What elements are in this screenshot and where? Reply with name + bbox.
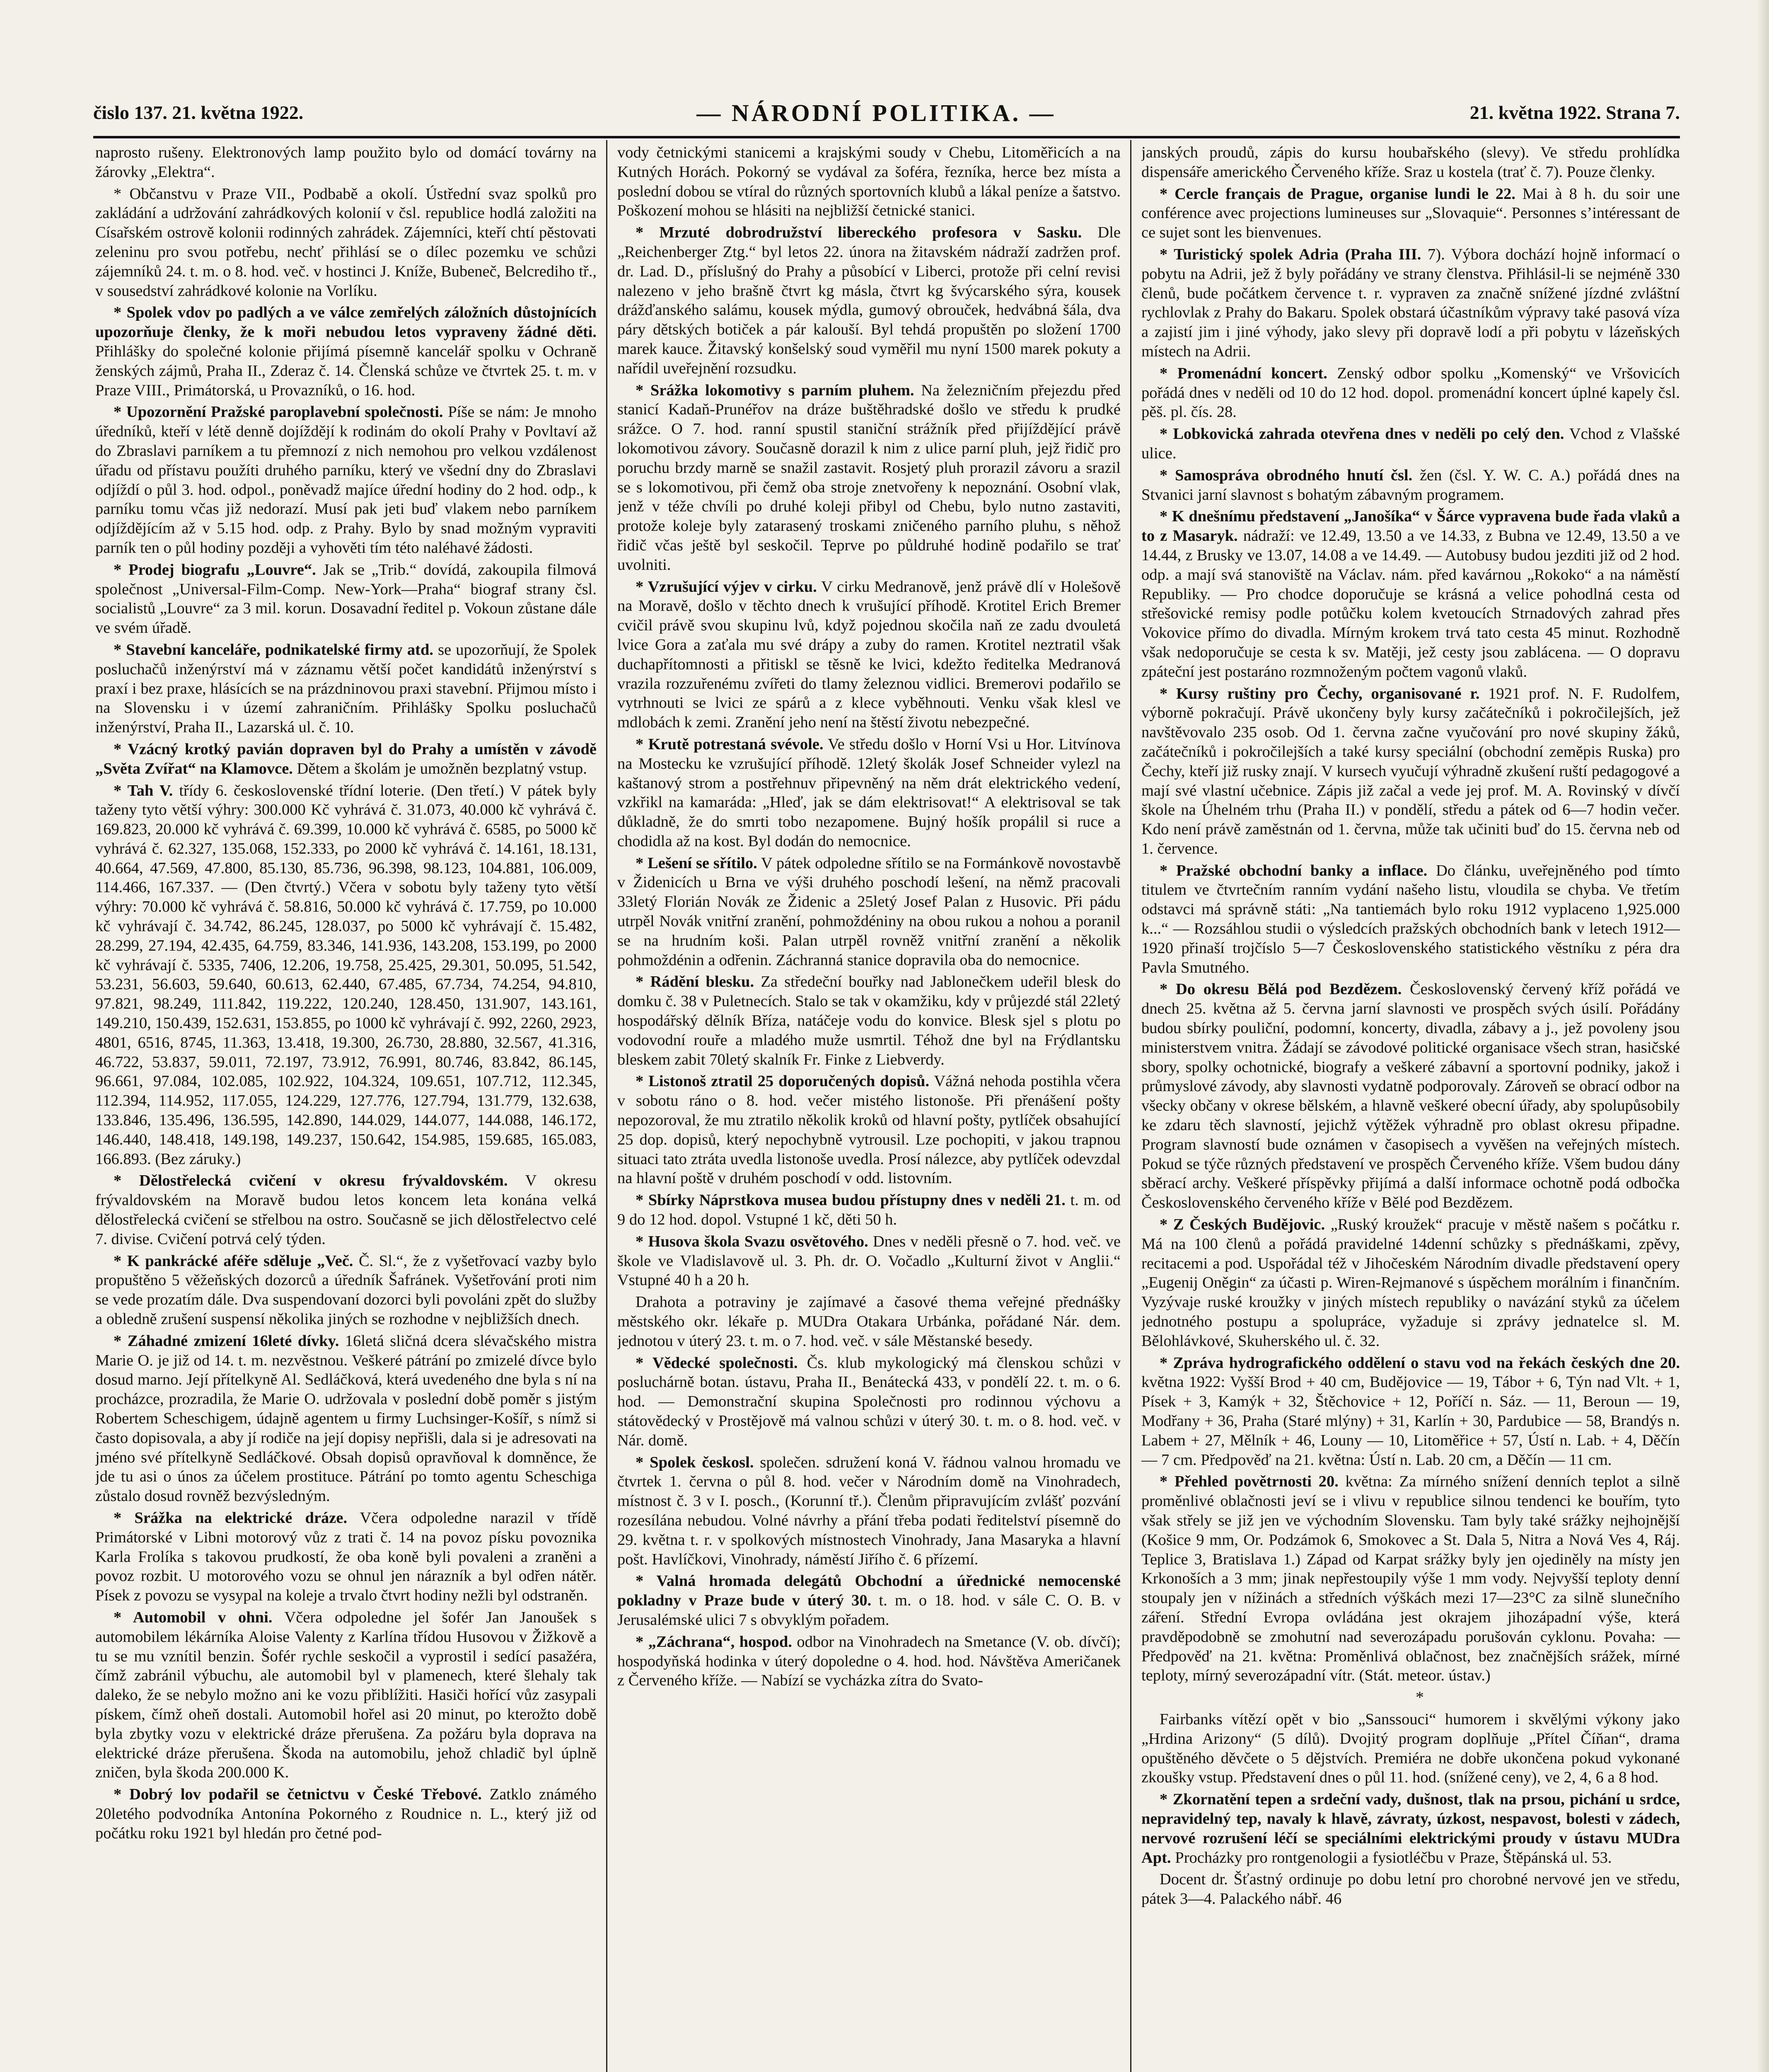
header-rule [93,136,1680,138]
article-paragraph: vody četnickými stanicemi a krajskými soudy v Chebu, Litoměřicích a na Kutných Horách. Pokorný se vydával za šoféra, řezníka, herce bez místa a poslední dobou se vtíral do různých sportovních klubů a lákal peníze a šatstvo. Poškození mohou se hlásiti na nejbližší četnické stanici. [617,144,1121,220]
article-paragraph: * Srážka lokomotivy s parním pluhem. Na železničním přejezdu před stanicí Kadaň-Prunéřov na dráze buštěhradské došlo ve středu k prudké srážce. O 7. hod. ranní spustil staniční strážník před přijíždějící právě lokomotivou závory. Současně dorazil k nim z ulice parní pluh, jejž řidič pro poruchu brzdy marně se snažil zastavit. Rosjetý pluh prorazil závoru a srazil se s lokomotivou, při čemž oba stroje znetvořeny k nepoznání. Osobní vlak, jenž v téže chvíli po druhé koleji přibyl od Chebu, bylo nutno zastaviti, protože koleje byly zatarasený troskami zničeného parního pluhu, s něhož řidič včas ještě byl seskočil. Teprve po půldruhé hodině podařilo se trať uvolniti. [617,381,1121,574]
article-paragraph: * Zkornatění tepen a srdeční vady, dušnost, tlak na prsou, pichání u srdce, nepravidelný tep, navaly k hlavě, závraty, úzkost, nespavost, bolesti v zádech, nervové rozrušení léčí se speciálními elektrickými proudy v ústavu MUDra Apt. Procházky pro rontgenologii a fysiotléčbu v Praze, Štěpánská ul. 53. [1141,1791,1680,1866]
article-paragraph: naprosto rušeny. Elektronových lamp použito bylo od domácí továrny na žárovky „Elektra“. [95,144,597,181]
column-3 [1141,143,1680,2072]
date-and-page: 21. května 1922. Strana 7. [1469,102,1680,123]
article-paragraph: janských proudů, zápis do kursu houbařského (slevy). Ve středu prohlídka dispensáře amerického Červeného kříže. Sraz u kostela (trať č. 7). Pouze členky. [1141,144,1680,181]
article-paragraph: * Husova škola Svazu osvětového. Dnes v neděli přesně o 7. hod. več. ve škole ve Vladislavově ul. 3. Ph. dr. O. Vočadlo „Kulturní život v Anglii.“ Vstupné 40 h a 20 h. [617,1232,1121,1289]
article-paragraph: * Srážka na elektrické dráze. Včera odpoledne narazil v třídě Primátorské v Libni motorový vůz z trati č. 14 na povoz písku povoznika Karla Frolíka s takovou prudkostí, že oba koně byli povaleni a zraněni a povoz rozbit. U motorového vozu se ohnul jen nárazník a byl odřen nátěr. Písek z povozu se vysypal na koleje a trvalo čtvrt hodiny nežli byl odstraněn. [95,1509,597,1605]
article-paragraph: * Dobrý lov podařil se četnictvu v České Třebové. Zatklo známého 20letého podvodníka Antonína Pokorného z Roudnice n. L., který již od počátku roku 1921 byl hledán pro četné pod- [95,1786,597,1842]
article-paragraph: * Rádění blesku. Za středeční bouřky nad Jablonečkem udeřil blesk do domku č. 38 v Puletnecích. Stalo se tak v okamžiku, kdy v průjezdé stál 22letý hospodářský dělník Bříza, natáčeje vodu do konvice. Blesk sjel s plotu po vodovodní rouře a mladého muže usmrtil. Téhož dne byl na Frýdlantsku bleskem zabit 70letý skalník Fr. Finke z Liebverdy. [617,973,1121,1068]
article-paragraph: * Prodej biografu „Louvre“. Jak se „Trib.“ dovídá, zakoupila filmová společnost „Universal-Film-Comp. New-York—Praha“ biograf strany čsl. socialistů „Louvre“ za 3 mil. korun. Dosavadní ředitel p. Vokoun zůstane dále ve svém úřadě. [95,561,597,637]
article-paragraph: * „Záchrana“, hospod. odbor na Vinohradech na Smetance (V. ob. dívčí); hospodyňská hodinka v úterý dopoledne o 4. hod. hod. Návštěva Američanek z Červeného kříže. — Nabízí se vycházka zítra do Svato- [617,1633,1121,1690]
article-paragraph: * Spolek českosl. společen. sdružení koná V. řádnou valnou hromadu ve čtvrtek 1. června o půl 8. hod. večer v Národním domě na Vinohradech, místnost č. 3 v I. posch., (Korunní tř.). Členům připravujícím zvlášť pozvání rozesílána nebudou. Volné návrhy a přání třeba podati ředitelství písemně do 29. května t. r. v spolkových místnostech Vinohrady, Jana Masaryka a hlavní pošt. Havlíčkovi, Vinohrady, náměstí Jiřího č. 6 přízemí. [617,1453,1121,1568]
article-paragraph: * K pankrácké aféře sděluje „Več. Č. Sl.“, že z vyšetřovací vazby bylo propuštěno 5 věžeňských dozorců a úředník Šafránek. Vyšetřování proti nim se vede prozatím dále. Dva suspendovaní dozorci byli povoláni zpět do služby a obledně zrušení suspensí několika jiných se rozhodne v nejbližších dnech. [95,1252,597,1328]
article-paragraph: * Cercle français de Prague, organise lundi le 22. Mai à 8 h. du soir une conférence avec projections lumineuses sur „Slovaquie“. Personnes s’intéressant de ce sujet sont les bienvenues. [1141,185,1680,242]
scan-edge [1757,0,1769,2072]
column-2 [617,143,1121,2072]
article-paragraph: * Tah V. třídy 6. československé třídní loterie. (Den třetí.) V pátek byly taženy tyto větší výhry: 300.000 Kč vyhrává č. 31.073, 40.000 kč vyhrává č. 169.823, 20.000 kč vyhrává č. 69.399, 10.000 kč vyhrává č. 6585, po 5000 kč vyhrává č. 62.327, 135.068, 152.333, po 2000 kč vyhrává č. 14.161, 18.131, 40.664, 47.569, 47.800, 85.130, 85.736, 96.398, 98.123, 104.881, 106.009, 114.466, 167.337. — (Den čtvrtý.) Včera v sobotu byly taženy tyto větší výhry: 70.000 kč vyhrává č. 58.816, 50.000 kč vyhrává č. 17.759, po 10.000 kč vyhrávají č. 34.742, 86.245, 128.037, po 5000 kč vyhrávají č. 15.482, 28.299, 27.194, 42.435, 64.759, 83.346, 141.936, 143.208, 153.199, po 2000 kč vyhrávají č. 5335, 7406, 12.206, 19.758, 25.425, 29.301, 50.095, 51.542, 53.231, 56.603, 59.640, 60.613, 62.440, 67.485, 67.734, 74.254, 94.810, 97.821, 98.249, 111.842, 119.222, 120.240, 128.450, 131.907, 143.161, 149.210, 150.439, 152.631, 153.855, po 1000 kč vyhrávají č. 992, 2260, 2923, 4801, 6516, 8745, 11.363, 13.418, 19.300, 26.730, 28.880, 32.567, 41.316, 46.722, 53.837, 59.011, 72.197, 73.912, 76.991, 80.746, 83.842, 86.145, 96.661, 97.084, 102.085, 102.922, 104.324, 109.651, 107.712, 112.345, 112.394, 114.952, 117.055, 124.229, 127.776, 127.794, 131.779, 132.638, 133.846, 135.496, 136.595, 142.890, 144.029, 144.077, 144.088, 146.172, 146.440, 148.418, 149.198, 149.237, 150.642, 154.985, 159.685, 165.083, 166.893. (Bez záruky.) [95,782,597,1168]
article-paragraph: * Promenádní koncert. Zenský odbor spolku „Komenský“ ve Vršovicích pořádá dnes v neděli od 10 do 12 hod. dopol. promenádní koncert úplné kapely čsl. pěš. pl. čís. 28. [1141,364,1680,421]
masthead [93,99,1680,135]
article-paragraph: * Z Českých Budějovic. „Ruský kroužek“ pracuje v městě našem s počátku r. Má na 100 členů a pořádá pravidelné 14denní schůzky s přednáškami, zpěvy, recitacemi a pod. Uspořádal též v Jihočeském Národním divadle představení opery „Eugenij Oněgin“ za účasti p. Wiren-Rejmanové s úspěchem morálním i finančním. Vyzývaje ruské kroužky v jiných místech republiky o navázání styků za účelem jednotného postupu a spolupráce, vyžaduje si zprávy jednatelce sl. M. Bělohlávkové, Skuherského ul. č. 32. [1141,1216,1680,1350]
article-paragraph: * Upozornění Pražské paroplavební společnosti. Píše se nám: Je mnoho úředníků, kteří v létě denně dojíždějí k rodinám do okolí Prahy v Povltaví až do Zbraslavi parníkem a tu přemnozí z nich nemohou pro velkou vzdálenost úřadu od přístavu použíti druhého parníku, který ve všední dny do Zbraslavi odjíždí o půl 3. hod. odpol., poněvadž majíce úřední hodiny do 2 hod. odp., k parníku tomu včas již nedorazí. Musí pak jeti buď vlakem nebo parníkem odjíždějícím až v 5.15 hod. odp. z Prahy. Bylo by snad možným vypraviti parník ten o půl hodiny později a vyhověti tím této naléhavé žádosti. [95,403,597,557]
article-paragraph: * Mrzuté dobrodružství libereckého profesora v Sasku. Dle „Reichenberger Ztg.“ byl letos 22. února na žitavském nádraží zadržen prof. dr. Lad. D., příslušný do Prahy a působící v Liberci, protože při celní revisi nalezeno v jeho brašně čtvrt kg másla, čtvrt kg švýcarského sýra, kousek drážďanského salámu, kousek mýdla, gumový obrouček, hedvábná šála, dva páry dětských botiček a pár kalouší. Byl tehdá propuštěn po složení 1700 marek kauce. Žitavský konšelský soud vyměřil mu nyní 1500 marek pokuty a nařídil uveřejnění rozsudku. [617,224,1121,377]
article-paragraph: * Kursy ruštiny pro Čechy, organisované r. 1921 prof. N. F. Rudolfem, výborně pokračují. Právě ukončeny byly kursy začátečníků i pokročilejších, jež navštěvovalo 235 osob. Od 1. června začne vyučování pro nové skupiny žáků, začátečníků i pokročilejších a také kursy speciální (obchodní zeměpis Ruska) pro Čechy, kteří již rusky znají. V kursech vyučují výhradně zkušení ruští pedagogové a mají své vlastní učebnice. Zápis již začal a vede jej prof. M. A. Rovinský v dívčí škole na Úhelném trhu (Praha II.) v pondělí, středu a pátek od 6—7 hodin večer. Kdo není právě zaměstnán od 1. června, může tak učiniti buď do 15. června neb od 1. července. [1141,685,1680,857]
article-paragraph: * Lobkovická zahrada otevřena dnes v neděli po celý den. Vchod z Vlašské ulice. [1141,425,1680,462]
article-paragraph: * Samospráva obrodného hnutí čsl. žen (čsl. Y. W. C. A.) pořádá dnes na Stvanici jarní slavnost s bohatým zábavným programem. [1141,466,1680,503]
article-paragraph: * Záhadné zmizení 16leté dívky. 16letá sličná dcera slévačského mistra Marie O. je již od 14. t. m. nezvěstnou. Veškeré pátrání po zmizelé dívce bylo dosud marno. Její přítelkyně Al. Sedláčková, která uvedeného dne byla s ní na procházce, prozradila, že Marie O. udržovala v poslední době poměr s jistým Robertem Scheschigem, údajně agentem u firmy Luchsinger-Košíř, s nímž si často dopisovala, a aby jí rodiče na její dopisy nepřišli, dala si je adresovati na jméno své přítelkyně Sedláčkové. Obsah dopisů opravňoval k domněnce, že jde tu asi o únos za účelem prostituce. Pátrání po tomto agentu Scheschiga zůstalo dosud rovněž bezvýsledným. [95,1332,597,1505]
article-paragraph: * Přehled povětrnosti 20. května: Za mírného snížení denních teplot a silně proměnlivé oblačnosti jeví se i vlivu v republice silnou tendenci ke bouřím, tyto však střely se již jen ve východním Slovensku. Tam byly také srážky nejhojnější (Košice 9 mm, Or. Podzámok 6, Smokovec a St. Dala 5, Nitra a Nová Ves 4, Ráj. Teplice 3, Bratislava 1.) Západ od Karpat srážky byly jen ojediněly na místy jen Krkonoších a 3 mm; jinak nepřestoupily výše 1 mm vody. Nejvyšší teploty denní stoupaly jen v nížinách a středních výškách mezi 17—23°C za silně slunečního záření. Střední Evropa ovládána jest okrajem jihozápadní výše, která pravděpodobně se zmohutní nad severozápadu porušován cyklonu. Povaha: — Předpověď na 21. května: Proměnlivá oblačnost, bez značnějších srážek, mírné teploty, mírný severozápadní vítr. (Stát. meteor. ústav.) [1141,1473,1680,1685]
article-paragraph: * K dnešnímu představení „Janošíka“ v Šárce vypravena bude řada vlaků a to z Masaryk. nádraží: ve 12.49, 13.50 a ve 14.33, z Bubna ve 12.49, 13.50 a ve 14.44, z Brusky ve 13.07, 14.08 a ve 14.49. — Autobusy budou jezditi již od 2 hod. odp. a mají svá stanoviště na Václav. nám. před kavárnou „Rokoko“ a na náměstí Republiky. — Pro chodce doporučuje se krásná a velice pohodlná cesta od střešovické remisy podle potůčku kolem kvetoucích Strnadových zahrad přes Vokovice přímo do divadla. Mírným krokem trvá tato cesta 45 minut. Rozhodně však nedoporučuje se cesta k sv. Matěji, jež cesty jsou zablácena. — O dopravu zpáteční jest postaráno rozmnoženým počtem vagonů vlaků. [1141,508,1680,680]
article-paragraph: * Zpráva hydrografického oddělení o stavu vod na řekách českých dne 20. května 1922: Vyšší Brod + 40 cm, Budějovice — 19, Tábor + 6, Týn nad Vlt. + 1, Písek + 3, Kamýk + 32, Štěchovice + 12, Poříčí n. Sáz. — 11, Beroun — 19, Modřany + 36, Praha (Staré mlýny) + 31, Karlín + 30, Pardubice — 58, Brandýs n. Labem + 27, Mělník + 46, Louny — 10, Litoměřice + 57, Ústí n. Lab. + 4, Děčín — 7 cm. Předpověď na 21. května: Ústí n. Lab. 20 cm, a Děčín — 11 cm. [1141,1354,1680,1469]
article-paragraph: * Krutě potrestaná svévole. Ve středu došlo v Horní Vsi u Hor. Litvínova na Mostecku ke vzrušující příhodě. 12letý školák Josef Schneider vylezl na kaštanový strom a postřehnuv připevněný na něm drát elektrického vedení, vzkřikl na kamaráda: „Hleď, jak se dám elektrisovat!“ A elektrisoval se tak důkladně, že do smrti tobo nezapomene. Bujný hošík propálil si ruce a chodidla až na kost. Byl dodán do nemocnice. [617,735,1121,850]
article-paragraph: * Vzrušující výjev v cirku. V cirku Medranově, jenž právě dlí v Holešově na Moravě, došlo v těchto dnech k vrušující příhodě. Krotitel Erich Bremer cvičil právě svou skupinu lvů, když pojednou skočila naň ze zadu dvouletá lvice Gora a zaťala mu své drápy a zuby do ramen. Krotitel neztratil však duchapřítomnosti a přitiskl se těsně ke lvici, kdežto ředitelka Medranová vrazila rozzuřenému zvířeti do tlamy železnou vidlici. Bremerovi podařilo se vytrhnouti se lvici ze spárů a z klece vyběhnouti. Venku však klesl ve mdlobách k zemi. Zranění jeho není na štěstí životu nebezpečné. [617,578,1121,731]
newspaper-title: — NÁRODNÍ POLITIKA. — [696,99,1056,126]
article-paragraph: * Lešení se sřítilo. V pátek odpoledne sřítilo se na Formánkově novostavbě v Židenicích u Brna ve výši druhého poschodí lešení, na němž pracovali 33letý Florián Novák ze Židenic a 25letý Josef Palan z Husovic. Při pádu utrpěl Novák vnitřní zranění, pohmoždéniny na obou rukou a nohou a poranil se na hrudním koši. Palan utrpěl rovněž vnitřní zranění a několik pohmoždénin a odřenin. Záchranná stanice dopravila oba do nemocnice. [617,854,1121,969]
article-paragraph: * Sbírky Náprstkova musea budou přístupny dnes v neděli 21. t. m. od 9 do 12 hod. dopol. Vstupné 1 kč, děti 50 h. [617,1191,1121,1229]
column-divider [1130,140,1131,2072]
article-paragraph: * Spolek vdov po padlých a ve válce zemřelých záložních důstojnících upozorňuje členky, že k moři nebudou letos vypraveny žádné děti. Přihlášky do společné kolonie přijímá písemně kancelář spolku v Ochraně ženských zájmů, Praha II., Zderaz č. 14. Členská schůze ve čtvrtek 25. t. m. v Praze VIII., Primátorská, u Provazníků, o 16. hod. [95,304,597,399]
article-paragraph: Fairbanks vítězí opět v bio „Sanssouci“ humorem i skvělými výkony jako „Hrdina Arizony“ (5 dílů). Dvojitý program doplňuje „Přítel Číňan“, drama opuštěného děvčete o 5 dějstvích. Premiéra ne dobře ukončena pokud vykonané zkoušky vstup. Představení dnes o půl 11. hod. (snížené ceny), ve 2, 4, 6 a 8 hod. [1141,1710,1680,1786]
article-paragraph: * Dělostřelecká cvičení v okresu frývaldovském. V okresu frývaldovském na Moravě budou letos koncem leta konána velká dělostřelecká cvičení se střelbou na ostro. Současně se jich dělostřelectvo celé 7. divise. Cvičení potrvá celý týden. [95,1172,597,1248]
article-paragraph: * Valná hromada delegátů Obchodní a úřednické nemocenské pokladny v Praze bude v úterý 30. t. m. o 18. hod. v sále C. O. B. v Jerusalémské ulici 7 s obvyklým pořadem. [617,1572,1121,1629]
article-paragraph: Docent dr. Šťastný ordinuje po dobu letní pro chorobné nervové jen ve středu, pátek 3—4. Palackého nábř. 46 [1141,1871,1680,1908]
article-paragraph: * Turistický spolek Adria (Praha III. 7). Výbora dochází hojně informací o pobytu na Adrii, jež ž byly pořádány ve strany členstva. Přihlásil-li se nejméně 330 členů, bude počátkem července t. r. vypraven za značně snížené jízdné zvláštní rychlovlak z Prahy do Bakaru. Spolek obstará účastníkům výpravy také pasová víza a zajistí jim i jiné výhody, jako slevy při dopravě lodí a při pobytu v lázeňských místech na Adrii. [1141,245,1680,360]
article-paragraph: * Občanstvu v Praze VII., Podbabě a okolí. Ústřední svaz spolků pro zakládání a udržování zahrádkových kolonií v čsl. republice hodlá založiti na Císařském ostrově kolonii rodinných zahrádek. Zájemníci, kteří chtí pěstovati zeleninu pro svou potřebu, nechť přihlásí se o dílec pozemku ve schůzi zájemníků 24. t. m. o 8. hod. več. v hostinci J. Kníže, Bubeneč, Belcrediho tř., v sousedství zahrádkové kolonie na Vorlíku. [95,185,597,300]
column-divider [606,140,607,2072]
article-paragraph: * Stavební kanceláře, podnikatelské firmy atd. se upozorňují, že Spolek posluchačů inženýrství má v záznamu větší počet kandidátů inženýrství s praxí i bez praxe, hlásících se na prázdninovou praxi stavební. Přijmou místo i na Slovensku i v území zahraničním. Přihlášky Spolku posluchačů inženýrství, Praha II., Lazarská ul. č. 10. [95,641,597,736]
article-paragraph: Drahota a potraviny je zajímavé a časové thema veřejné přednášky městského okr. lékaře p. MUDra Otakara Urbánka, pořádané Nár. dem. jednotou v úterý 23. t. m. o 7. hod. več. v sále Městanské besedy. [617,1293,1121,1350]
column-1 [95,143,597,2072]
article-paragraph: * Automobil v ohni. Včera odpoledne jel šofér Jan Janoušek s automobilem lékárníka Aloise Valenty z Karlína třídou Husovou v Žižkově a tu se mu vznítil benzin. Šofér rychle seskočil a vyprostil i sedící pasažéra, čímž zabránil výbuchu, ale automobil byl v plamenech, které šlehaly tak daleko, že se nebylo možno ani ke vozu přiblížiti. Hasiči hořící vůz zasypali pískem, čímž oheň dostali. Automobil hořel asi 20 minut, po kterožto době byla zbytky vozu v elektrické dráze přerušena. Za požáru byla doprava na elektrické dráze přerušena. Škoda na automobilu, jehož chladič byl úplně zničen, byla škoda 200.000 K. [95,1608,597,1782]
issue-number: čislo 137. 21. května 1922. [93,102,304,123]
article-paragraph: * Vzácný krotký pavián dopraven byl do Prahy a umístěn v závodě „Světa Zvířat“ na Klamovce. Dětem a školám je umožněn bezplatný vstup. [95,740,597,777]
section-separator: * [1416,1688,1424,1707]
article-paragraph: * Do okresu Bělá pod Bezdězem. Československý červený kříž pořádá ve dnech 25. května až 5. června jarní slavnosti ve prospěch svých úsilí. Pořádány budou sbírky pouliční, podomní, koncerty, divadla, zábavy a j., jež povoleny jsou ministerstvem vnitra. Žádají se závodové politické organisace všech stran, hasičské sbory, spolky ochotnické, biografy a veškeré zábavní a sportovní podniky, jakož i průmyslové závody, aby slavnosti vydatně podporovaly. Zároveň se obrací odbor na všecky občany v okrese bělském, a hlavně veškeré obecní úřady, aby spolupůsobily ke zdaru těch slavností, jejichž výtěžek výhradně pro oblast okresu připadne. Program slavností bude oznámen v časopisech a vyvěšen na veřejných místech. Pokud se týče různých představení ve prospěch Červeného kříže. Všem budou dány sběrací archy. Veškeré příspěvky přijímá a další informace ochotně podá odbočka Československého červeného kříže v Bělé pod Bezdězem. [1141,980,1680,1212]
article-paragraph: * Vědecké společnosti. Čs. klub mykologický má členskou schůzi v posluchárně botan. ústavu, Praha II., Benátecká 433, v pondělí 22. t. m. o 6. hod. — Demonstrační skupina Společnosti pro rodinnou výchovu a státovědecký v Prostějově má valnou schůzi v úterý 30. t. m. o 8. hod. več. v Nár. domě. [617,1354,1121,1449]
article-paragraph: * Pražské obchodní banky a inflace. Do článku, uveřejněného pod tímto titulem ve čtvrtečním ranním vydání našeho listu, vloudila se chyba. Ve třetím odstavci má správně státi: „Na tantiemách bylo roku 1912 vyplaceno 1,925.000 k...“ — Rozsáhlou studii o výsledcích pražských obchodních bank v letech 1912—1920 přinaší trojčíslo 5—7 Československého statistického věstníku z péra dra Pavla Smutného. [1141,862,1680,976]
article-paragraph: * Listonoš ztratil 25 doporučených dopisů. Vážná nehoda postihla včera v sobotu ráno o 8. hod. večer mistého listonoše. Při přenášení pošty nepozoroval, že mu ztratilo několik kroků od hlavní pošty, pytlíček obsahující 25 dop. dopisů, který nepochybně vytrousil. Lze pochopiti, v jakou trapnou situaci tato ztráta uvedla listonoše uvedla. Prosí nálezce, aby pytlíček odevzdal na hlavní poště v druhém poschodí v odd. listovním. [617,1072,1121,1187]
